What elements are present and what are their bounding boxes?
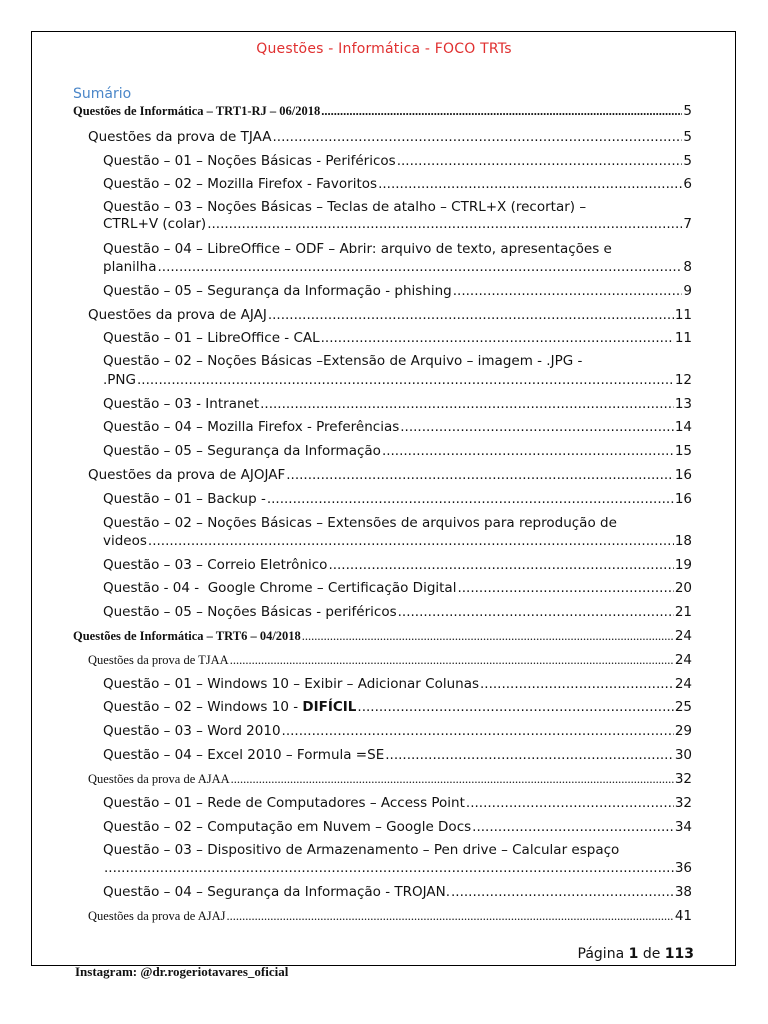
page-of: de <box>642 946 661 962</box>
toc-entry-line1: Questão – 02 – Noções Básicas – Extensões de arquivos para reprodução de <box>103 515 617 531</box>
toc-entry[interactable]: Questão – 04 – Mozilla Firefox - Preferências ..... 14 <box>103 419 692 435</box>
toc-entry[interactable]: Questão – 05 – Segurança da Informação - phishing ..... 9 <box>103 283 692 299</box>
instagram-handle: Instagram: @dr.rogeriotavares_oficial <box>75 964 289 979</box>
toc-entry[interactable]: Questão – 03 - Intranet ..... 13 <box>103 396 692 412</box>
toc-entry[interactable]: Questão – 03 – Correio Eletrônico ..... 19 <box>103 557 692 573</box>
toc-entry[interactable]: planilha ..... 8 <box>103 259 692 275</box>
toc-entry[interactable]: Questão – 02 – Mozilla Firefox - Favoritos ..... 6 <box>103 176 692 192</box>
toc-entry-trt1[interactable]: Questões de Informática – TRT1-RJ – 06/2018 ..... 5 <box>73 103 692 119</box>
toc-entry-line1: Questão – 03 – Noções Básicas – Teclas de atalho – CTRL+X (recortar) – <box>103 199 587 215</box>
toc-heading: Sumário <box>73 86 132 102</box>
toc-entry-tjaa[interactable]: Questões da prova de TJAA ..... 24 <box>88 652 692 668</box>
toc-entry-line1: Questão – 04 – LibreOffice – ODF – Abrir: arquivo de texto, apresentações e <box>103 241 612 257</box>
toc-entry[interactable]: Questão – 05 – Noções Básicas - periféricos ..... 21 <box>103 604 692 620</box>
toc-entry[interactable]: Questão – 02 – Computação em Nuvem – Google Docs ..... 34 <box>103 819 692 835</box>
page-label: Página <box>577 946 625 962</box>
page-total: 113 <box>664 946 694 962</box>
toc-entry-ajaj[interactable]: Questões da prova de AJAJ ..... 41 <box>88 908 692 924</box>
page-number <box>578 946 694 962</box>
toc-entry[interactable]: Questão – 05 – Segurança da Informação ..... 15 <box>103 443 692 459</box>
page-current: 1 <box>628 946 639 962</box>
document-title: Questões - Informática - FOCO TRTs <box>256 41 512 57</box>
toc-entry[interactable]: Questão – 01 – Backup - ..... 16 <box>103 491 692 507</box>
toc-entry[interactable]: videos ..... 18 <box>103 533 692 549</box>
toc-entry[interactable]: Questão - 04 - Google Chrome – Certificação Digital ..... 20 <box>103 580 692 596</box>
toc-entry[interactable]: Questão – 04 – Excel 2010 – Formula =SE ..... 30 <box>103 747 692 763</box>
toc-entry-ajojaf[interactable]: Questões da prova de AJOJAF ..... 16 <box>88 467 692 483</box>
toc-entry[interactable]: Questão – 03 – Word 2010 ..... 29 <box>103 723 692 739</box>
toc-entry[interactable]: Questão – 04 – Segurança da Informação - TROJAN. ..... 38 <box>103 884 692 900</box>
toc-entry[interactable]: Questão – 01 – Windows 10 – Exibir – Adicionar Colunas ..... 24 <box>103 676 692 692</box>
toc-entry[interactable]: Questão – 01 – LibreOffice - CAL ..... 11 <box>103 330 692 346</box>
toc-entry-line1: Questão – 02 – Noções Básicas –Extensão de Arquivo – imagem - .JPG - <box>103 353 583 369</box>
toc-entry-ajaj[interactable]: Questões da prova de AJAJ ..... 11 <box>88 307 692 323</box>
toc-entry[interactable]: Questão – 01 – Noções Básicas - Periféricos ..... 5 <box>103 153 692 169</box>
toc-entry-ajaa[interactable]: Questões da prova de AJAA ..... 32 <box>88 771 692 787</box>
toc-entry-trt6[interactable]: Questões de Informática – TRT6 – 04/2018 ..... 24 <box>73 628 692 644</box>
toc-entry-tjaa[interactable]: Questões da prova de TJAA ..... 5 <box>88 129 692 145</box>
toc-entry-line1: Questão – 03 – Dispositivo de Armazenamento – Pen drive – Calcular espaço <box>103 842 620 858</box>
toc-entry[interactable]: CTRL+V (colar) ..... 7 <box>103 216 692 232</box>
toc-entry[interactable]: Questão – 01 – Rede de Computadores – Access Point ..... 32 <box>103 795 692 811</box>
toc-entry[interactable]: .PNG ..... 12 <box>103 372 692 388</box>
toc-entry[interactable]: Questão – 02 – Windows 10 - DIFÍCIL ..... 25 <box>103 699 692 715</box>
toc-entry[interactable]: ..... 36 <box>103 860 692 876</box>
